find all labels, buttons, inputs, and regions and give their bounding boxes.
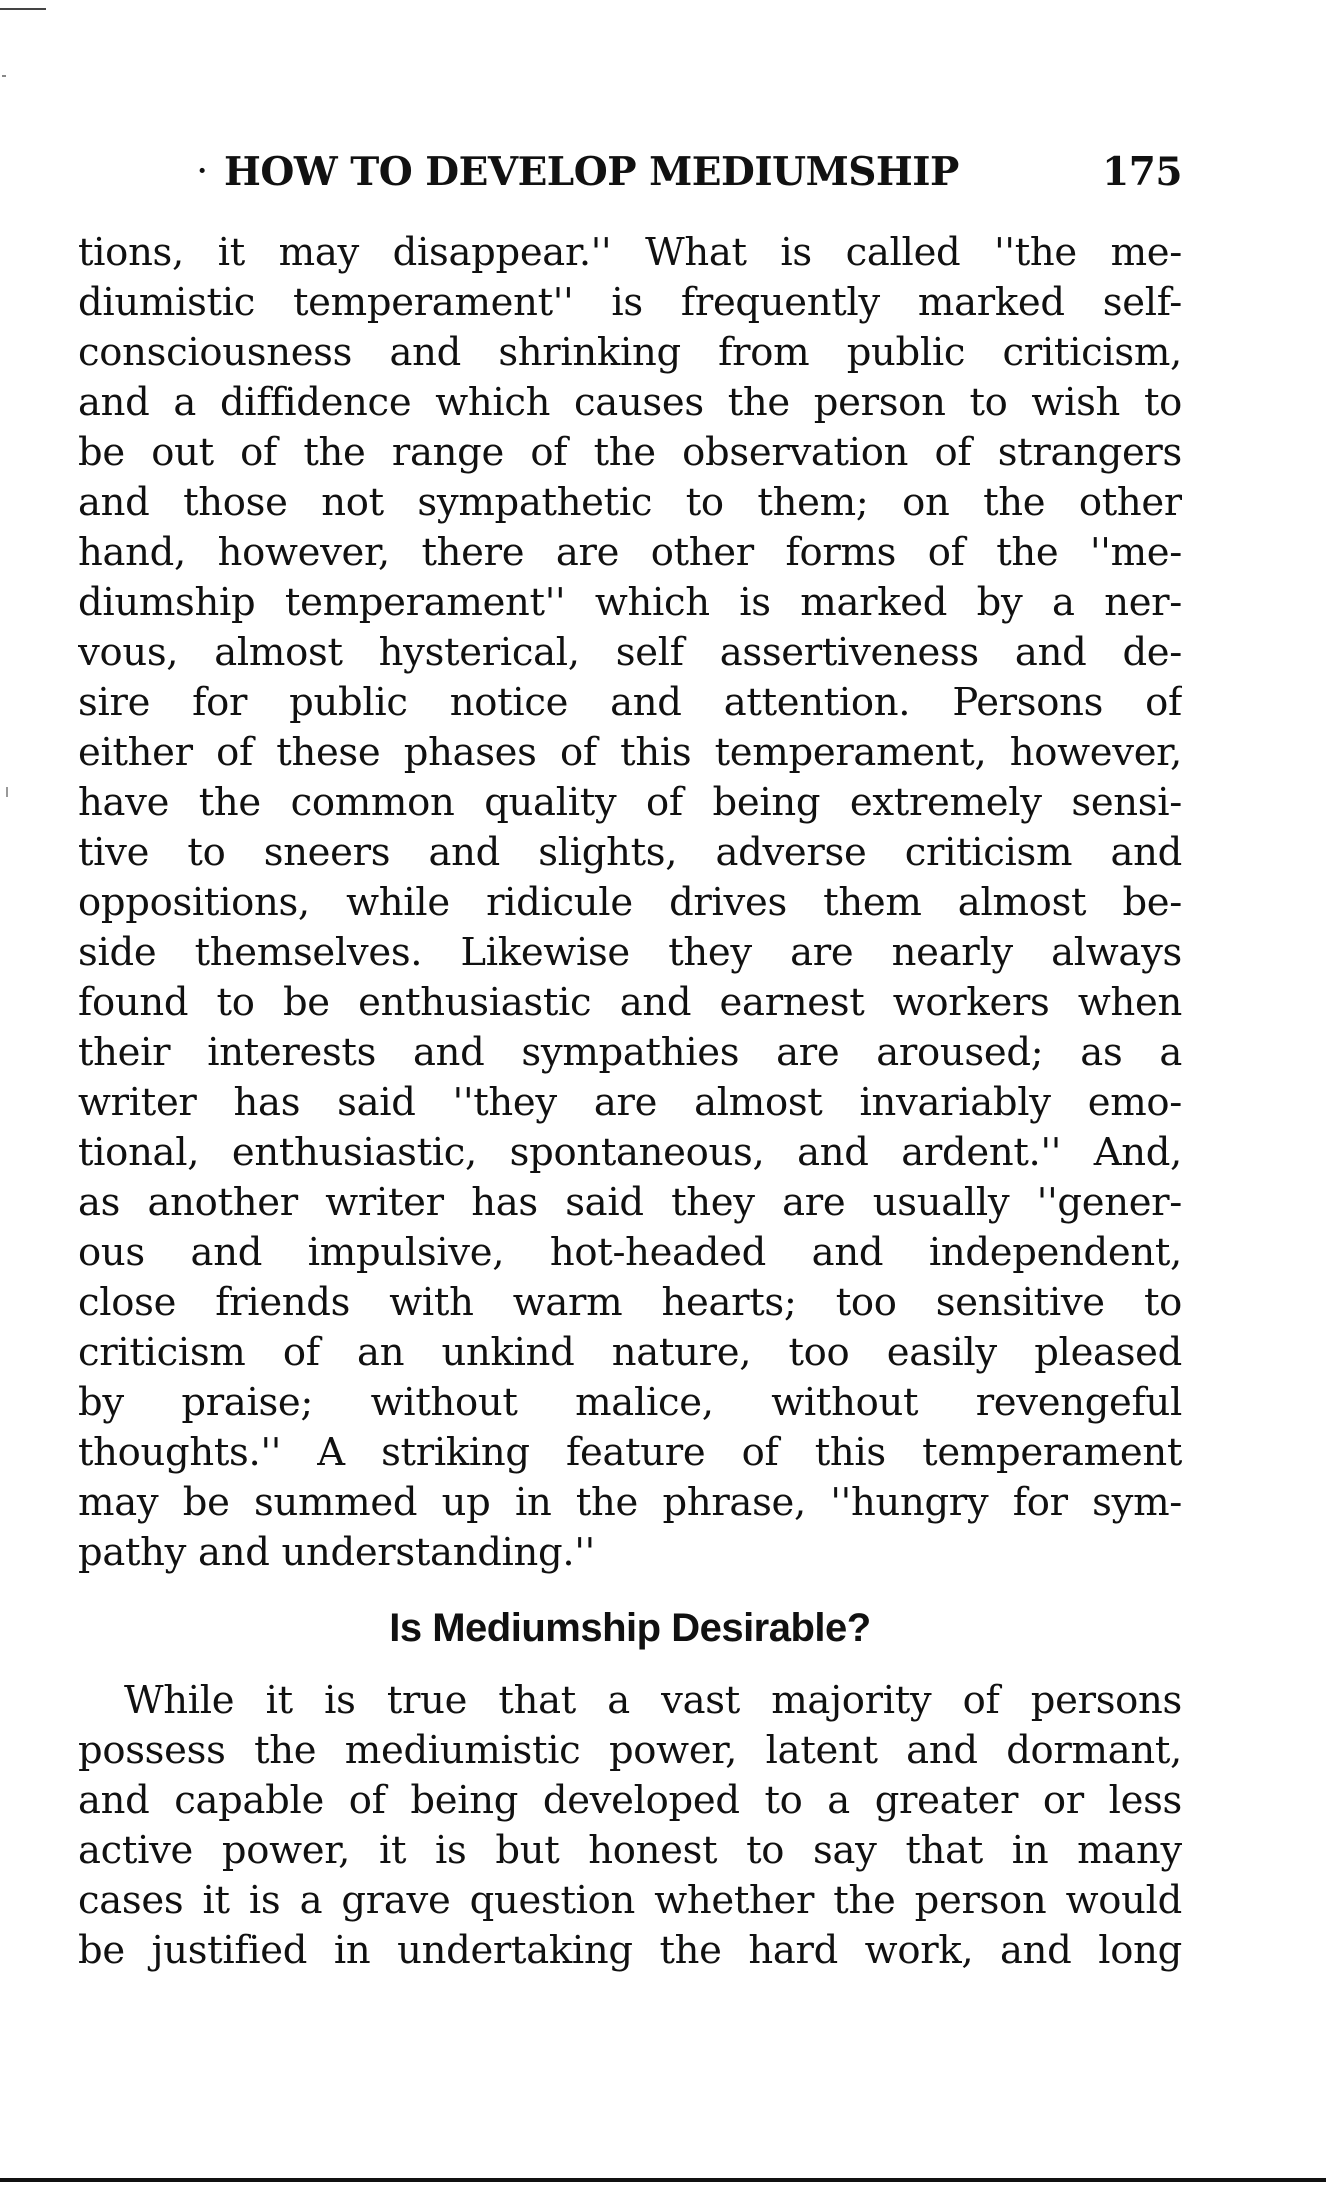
scan-artifact-top [0,8,46,10]
running-head [196,142,1182,202]
text-line: possess the mediumistic power, latent and dormant, [78,1728,1182,1773]
text-line: tional, enthusiastic, spontaneous, and ardent.'' And, [78,1130,1182,1175]
text-line: thoughts.'' A striking feature of this temperament [78,1430,1182,1475]
paragraph-desirable [78,1676,1182,1976]
text-line: side themselves. Likewise they are nearly always [78,930,1182,975]
text-line: diumship temperament'' which is marked by a ner- [78,580,1182,625]
text-line: found to be enthusiastic and earnest workers when [78,980,1182,1025]
text-line: consciousness and shrinking from public criticism, [78,330,1182,375]
text-line: vous, almost hysterical, self assertiveness and de- [78,630,1182,675]
text-line: as another writer has said they are usually ''gener- [78,1180,1182,1225]
text-line: and those not sympathetic to them; on the other [78,480,1182,525]
text-line: may be summed up in the phrase, ''hungry for sym- [78,1480,1182,1525]
text-line: criticism of an unkind nature, too easily pleased [78,1330,1182,1375]
scan-artifact-margin [6,787,8,797]
text-line: close friends with warm hearts; too sensitive to [78,1280,1182,1325]
text-line: hand, however, there are other forms of the ''me- [78,530,1182,575]
text-line: and capable of being developed to a greater or less [78,1778,1182,1823]
text-line: have the common quality of being extremely sensi- [78,780,1182,825]
text-line: diumistic temperament'' is frequently marked self- [78,280,1182,325]
text-line: oppositions, while ridicule drives them almost be- [78,880,1182,925]
running-head-title: HOW TO DEVELOP MEDIUMSHIP [224,149,959,195]
text-line: their interests and sympathies are aroused; as a [78,1030,1182,1075]
text-line: be justified in undertaking the hard work, and long [78,1928,1182,1973]
scan-artifact-left [2,75,6,77]
text-line: pathy and understanding.'' [78,1530,595,1575]
section-heading: Is Mediumship Desirable? [389,1606,871,1650]
running-head-dot: · [196,149,208,194]
text-line: and a diffidence which causes the person to wish to [78,380,1182,425]
text-line: writer has said ''they are almost invariably emo- [78,1080,1182,1125]
text-line: active power, it is but honest to say that in many [78,1828,1182,1873]
text-line: sire for public notice and attention. Persons of [78,680,1182,725]
paragraph-temperament [78,228,1182,1578]
text-line: either of these phases of this temperament, however, [78,730,1182,775]
text-line: ous and impulsive, hot-headed and independent, [78,1230,1182,1275]
text-line: be out of the range of the observation of strangers [78,430,1182,475]
text-line: While it is true that a vast majority of persons [124,1678,1182,1723]
text-line: tive to sneers and slights, adverse criticism and [78,830,1182,875]
text-line: tions, it may disappear.'' What is called ''the me- [78,230,1182,275]
page-number: 175 [1102,149,1182,195]
bottom-rule [0,2178,1326,2182]
text-line: cases it is a grave question whether the person would [78,1878,1182,1923]
text-line: by praise; without malice, without revengeful [78,1380,1182,1425]
